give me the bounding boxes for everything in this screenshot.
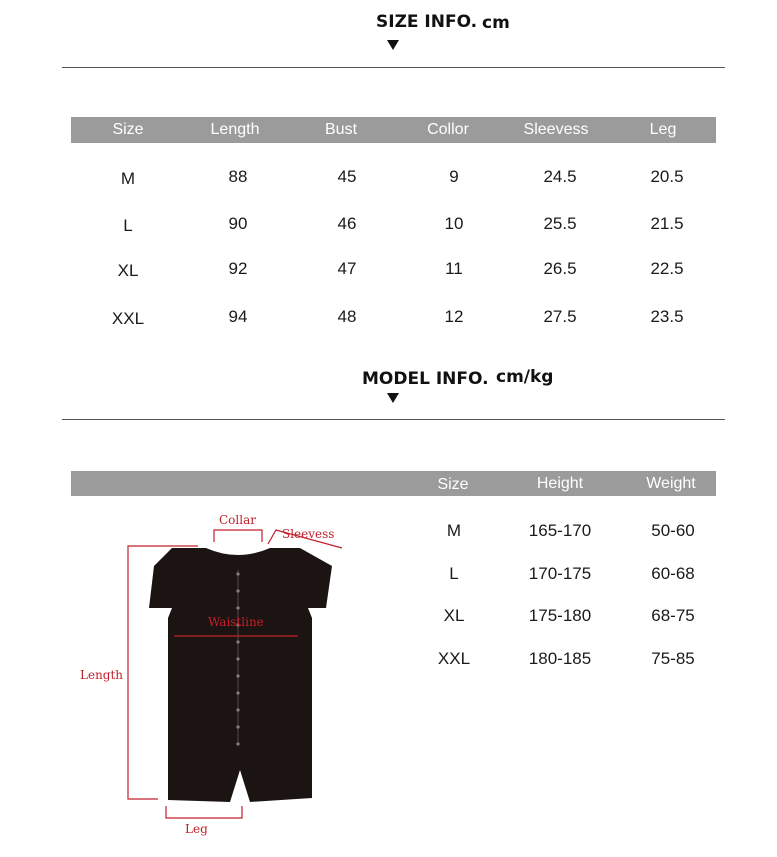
table-cell: 10 [444, 214, 464, 233]
table-cell: 47 [337, 259, 357, 278]
table-cell: XXL [111, 309, 145, 328]
table-cell: 75-85 [651, 649, 695, 668]
table-cell: 165-170 [528, 521, 592, 540]
table-cell: 48 [337, 307, 357, 326]
size-col-header-size: Size [112, 121, 144, 138]
table-cell: 92 [228, 259, 248, 278]
table-cell: 175-180 [528, 606, 592, 625]
table-cell: M [446, 521, 462, 540]
table-cell: 21.5 [650, 214, 684, 233]
table-cell: 94 [228, 307, 248, 326]
size-col-header-leg: Leg [649, 121, 677, 138]
table-cell: 25.5 [543, 214, 577, 233]
table-cell: 22.5 [650, 259, 684, 278]
table-cell: 88 [228, 167, 248, 186]
table-cell: XXL [437, 649, 471, 668]
table-cell: 12 [444, 307, 464, 326]
size-col-header-bust: Bust [324, 121, 358, 138]
collar-bracket [214, 530, 262, 542]
model-info-title: MODEL INFO. [362, 369, 489, 389]
size-col-header-sleevess: Sleevess [523, 121, 589, 138]
sleevess-label: Sleevess [282, 527, 335, 541]
table-cell: 180-185 [528, 649, 592, 668]
table-cell: XL [117, 261, 139, 280]
table-cell: 46 [337, 214, 357, 233]
table-cell: 170-175 [528, 564, 592, 583]
model-info-unit: cm/kg [496, 367, 554, 387]
table-cell: 50-60 [651, 521, 695, 540]
table-cell: 23.5 [650, 307, 684, 326]
table-cell: L [449, 564, 459, 583]
model-col-header-weight: Weight [646, 475, 696, 492]
leg-label: Leg [185, 822, 208, 836]
table-cell: XL [443, 606, 465, 625]
table-cell: 27.5 [543, 307, 577, 326]
waistline-label: Waistline [208, 615, 264, 629]
size-col-header-collor: Collor [427, 121, 469, 138]
size-info-title: SIZE INFO. [376, 12, 478, 32]
table-cell: 45 [337, 167, 357, 186]
collar-label: Collar [219, 513, 256, 527]
table-cell: 68-75 [651, 606, 695, 625]
size-col-header-length: Length [210, 121, 260, 138]
leg-bracket [166, 806, 242, 818]
table-cell: 90 [228, 214, 248, 233]
table-cell: 24.5 [543, 167, 577, 186]
table-cell: 9 [449, 167, 459, 186]
table-cell: 26.5 [543, 259, 577, 278]
size-info-unit: cm [482, 13, 510, 33]
romper-silhouette [149, 548, 332, 802]
table-cell: 11 [445, 259, 463, 278]
table-cell: L [123, 216, 133, 235]
table-cell: 20.5 [650, 167, 684, 186]
length-label: Length [80, 668, 124, 682]
model-col-header-size: Size [437, 476, 469, 493]
table-cell: 60-68 [651, 564, 695, 583]
model-col-header-height: Height [536, 475, 584, 492]
table-cell: M [120, 169, 136, 188]
